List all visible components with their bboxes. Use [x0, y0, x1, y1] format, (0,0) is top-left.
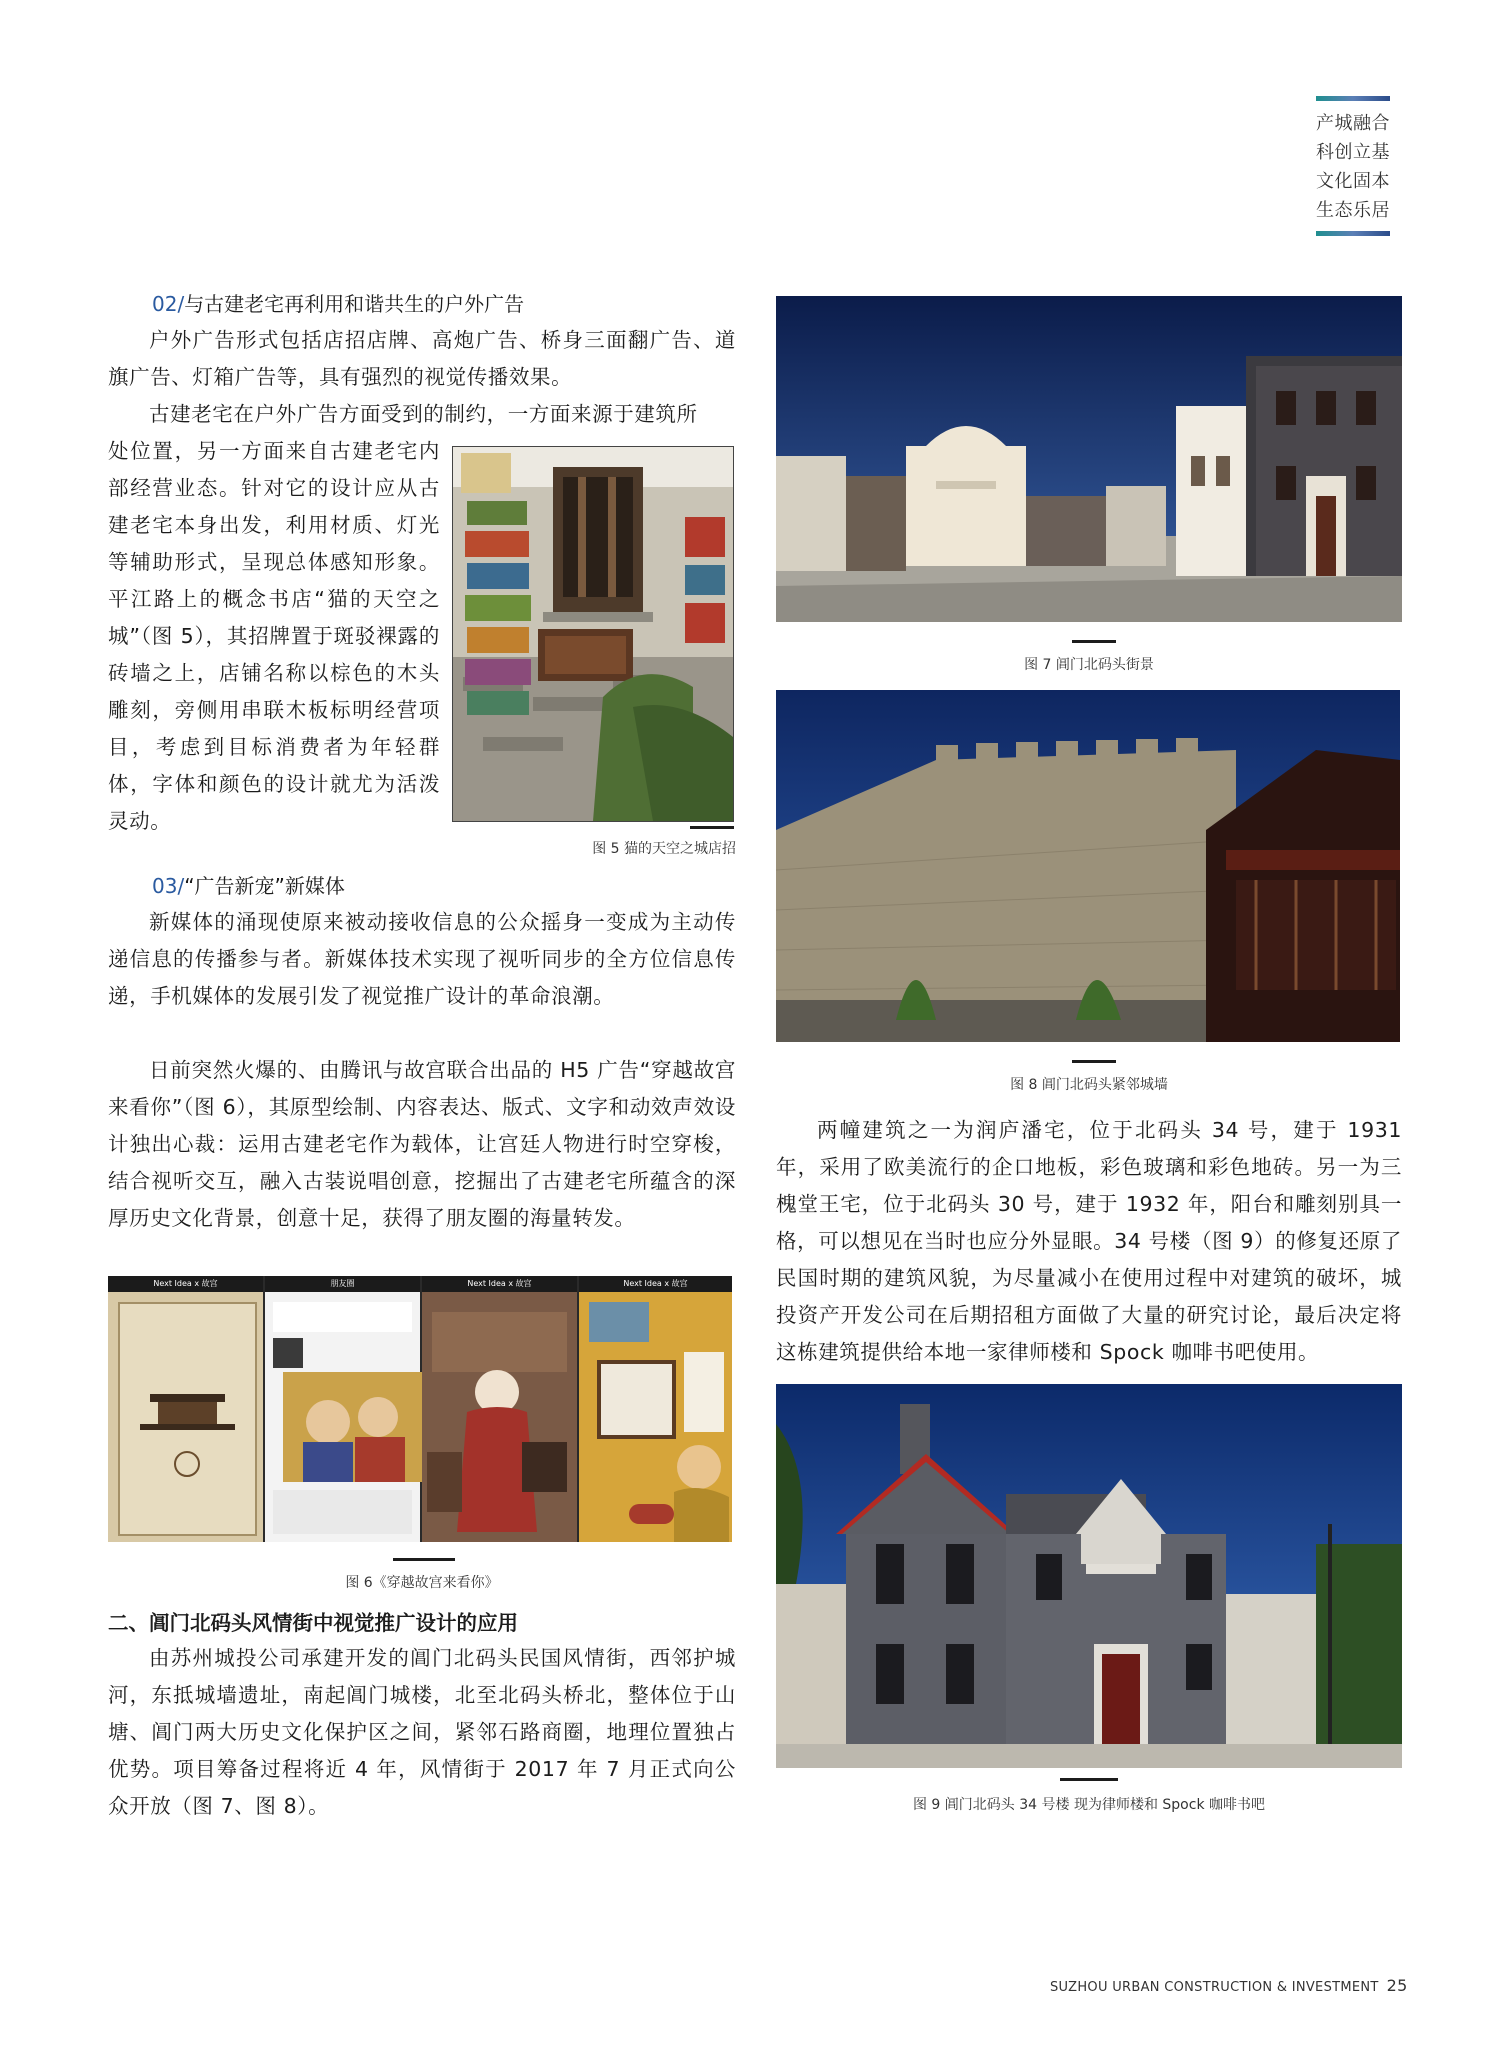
avatar [273, 1338, 303, 1368]
paragraph: 两幢建筑之一为润庐潘宅，位于北码头 34 号，建于 1931 年，采用了欧美流行的企口地板，彩色玻璃和彩色地砖。另一为三槐堂王宅，位于北码头 30 号，建于 1932 年，阳台和雕刻别具一格，可以想见在当时也应分外显眼。34 号楼（图 9）的修复还原了民国时期的建筑风貌，为尽量减小在使用过程中对建筑的破坏，城投资产开发公司在后期招租方面做了大量的研究讨论，最后决定将这栋建筑提供给本地一家律师楼和 Spock 咖啡书吧使用。 [776, 1118, 1402, 1364]
screen-title: 朋友圈 [265, 1276, 420, 1292]
screen-4 [579, 1276, 732, 1542]
figure-5-caption: 图 5 猫的天空之城店招 [592, 841, 736, 857]
paragraph: 新媒体的涌现使原来被动接收信息的公众摇身一变成为主动传递信息的传播参与者。新媒体技术实现了视听同步的全方位信息传递，手机媒体的发展引发了视觉推广设计的革命浪潮。 [108, 910, 736, 1008]
section-number: 03/ [152, 874, 185, 898]
figure-8-caption: 图 8 阊门北码头紧邻城墙 [1010, 1077, 1168, 1093]
journal-name: SUZHOU URBAN CONSTRUCTION & INVESTMENT [1050, 1980, 1379, 1995]
caption-mark [1072, 640, 1116, 643]
screen-title: Next Idea x 故宫 [579, 1276, 732, 1292]
tag-bar-bottom [1316, 231, 1390, 236]
figure-5-photo [452, 446, 734, 822]
figure-9-photo [776, 1384, 1402, 1768]
scroll-card [118, 1302, 257, 1536]
screen-title: Next Idea x 故宫 [422, 1276, 577, 1292]
caption-mark [690, 826, 734, 829]
paragraph: 处位置，另一方面来自古建老宅内部经营业态。针对它的设计应从古建老宅本身出发，利用材质、灯光等辅助形式，呈现总体感知形象。平江路上的概念书店“猫的天空之城”（图 5），其招牌置于斑驳裸露的砖墙之上，店铺名称以棕色的木头雕刻，旁侧用串联木板标明经营项目，考虑到目标消费者为年轻群体，字体和颜色的设计就尤为活泼灵动。 [108, 439, 440, 833]
section-number: 02/ [152, 292, 185, 316]
section-title: “广告新宠”新媒体 [184, 874, 345, 898]
screen-title: Next Idea x 故宫 [108, 1276, 263, 1292]
figure-9-caption: 图 9 阊门北码头 34 号楼 现为律师楼和 Spock 咖啡书吧 [912, 1797, 1265, 1813]
caption-mark [1072, 1060, 1116, 1063]
screen-2 [265, 1276, 420, 1542]
section-tag: 科创立基 [1316, 142, 1390, 163]
feed-item [273, 1302, 412, 1332]
section-tag: 生态乐居 [1316, 200, 1390, 221]
paragraph: 日前突然火爆的、由腾讯与故宫联合出品的 H5 广告“穿越故宫来看你”（图 6），其原型绘制、内容表达、版式、文字和动效声效设计独出心裁：运用古建老宅作为载体，让宫廷人物进行时空穿梭，结合视听交互，融入古装说唱创意，挖掘出了古建老宅所蕴含的深厚历史文化背景，创意十足，获得了朋友圈的海量转发。 [108, 1058, 736, 1230]
section-title: 与古建老宅再利用和谐共生的户外广告 [184, 292, 525, 316]
comment-box [273, 1490, 412, 1534]
paragraph: 由苏州城投公司承建开发的阊门北码头民国风情街，西邻护城河，东抵城墙遗址，南起阊门城楼，北至北码头桥北，整体位于山塘、阊门两大历史文化保护区之间，紧邻石路商圈，地理位置独占优势。项目筹备过程将近 4 年，风情街于 2017 年 7 月正式向公众开放（图 7、图 8）。 [108, 1646, 736, 1818]
caption-mark [1060, 1778, 1118, 1781]
figure-7-caption: 图 7 阊门北码头街景 [1024, 657, 1154, 673]
caption-mark [393, 1558, 455, 1561]
screen-1 [108, 1276, 263, 1542]
footer [1050, 1976, 1408, 1995]
paragraph: 户外广告形式包括店招店牌、高炮广告、桥身三面翻广告、道旗广告、灯箱广告等，具有强烈的视觉传播效果。 [108, 328, 736, 389]
feed-image [283, 1372, 423, 1482]
figure-6-caption: 图 6《穿越故宫来看你》 [345, 1575, 499, 1591]
page-number: 25 [1386, 1976, 1408, 1995]
figure-8-photo [776, 690, 1400, 1042]
paragraph: 古建老宅在户外广告方面受到的制约，一方面来源于建筑所 [149, 402, 698, 426]
figure-6-screens [108, 1276, 732, 1542]
chapter-heading: 二、阊门北码头风情街中视觉推广设计的应用 [108, 1611, 518, 1635]
section-heading-02 [152, 290, 524, 318]
section-tag: 产城融合 [1316, 113, 1390, 134]
section-tags [1316, 96, 1390, 236]
screen-3 [422, 1276, 577, 1542]
figure-7-photo [776, 296, 1402, 622]
section-tag: 文化固本 [1316, 171, 1390, 192]
section-heading-03 [152, 872, 345, 900]
